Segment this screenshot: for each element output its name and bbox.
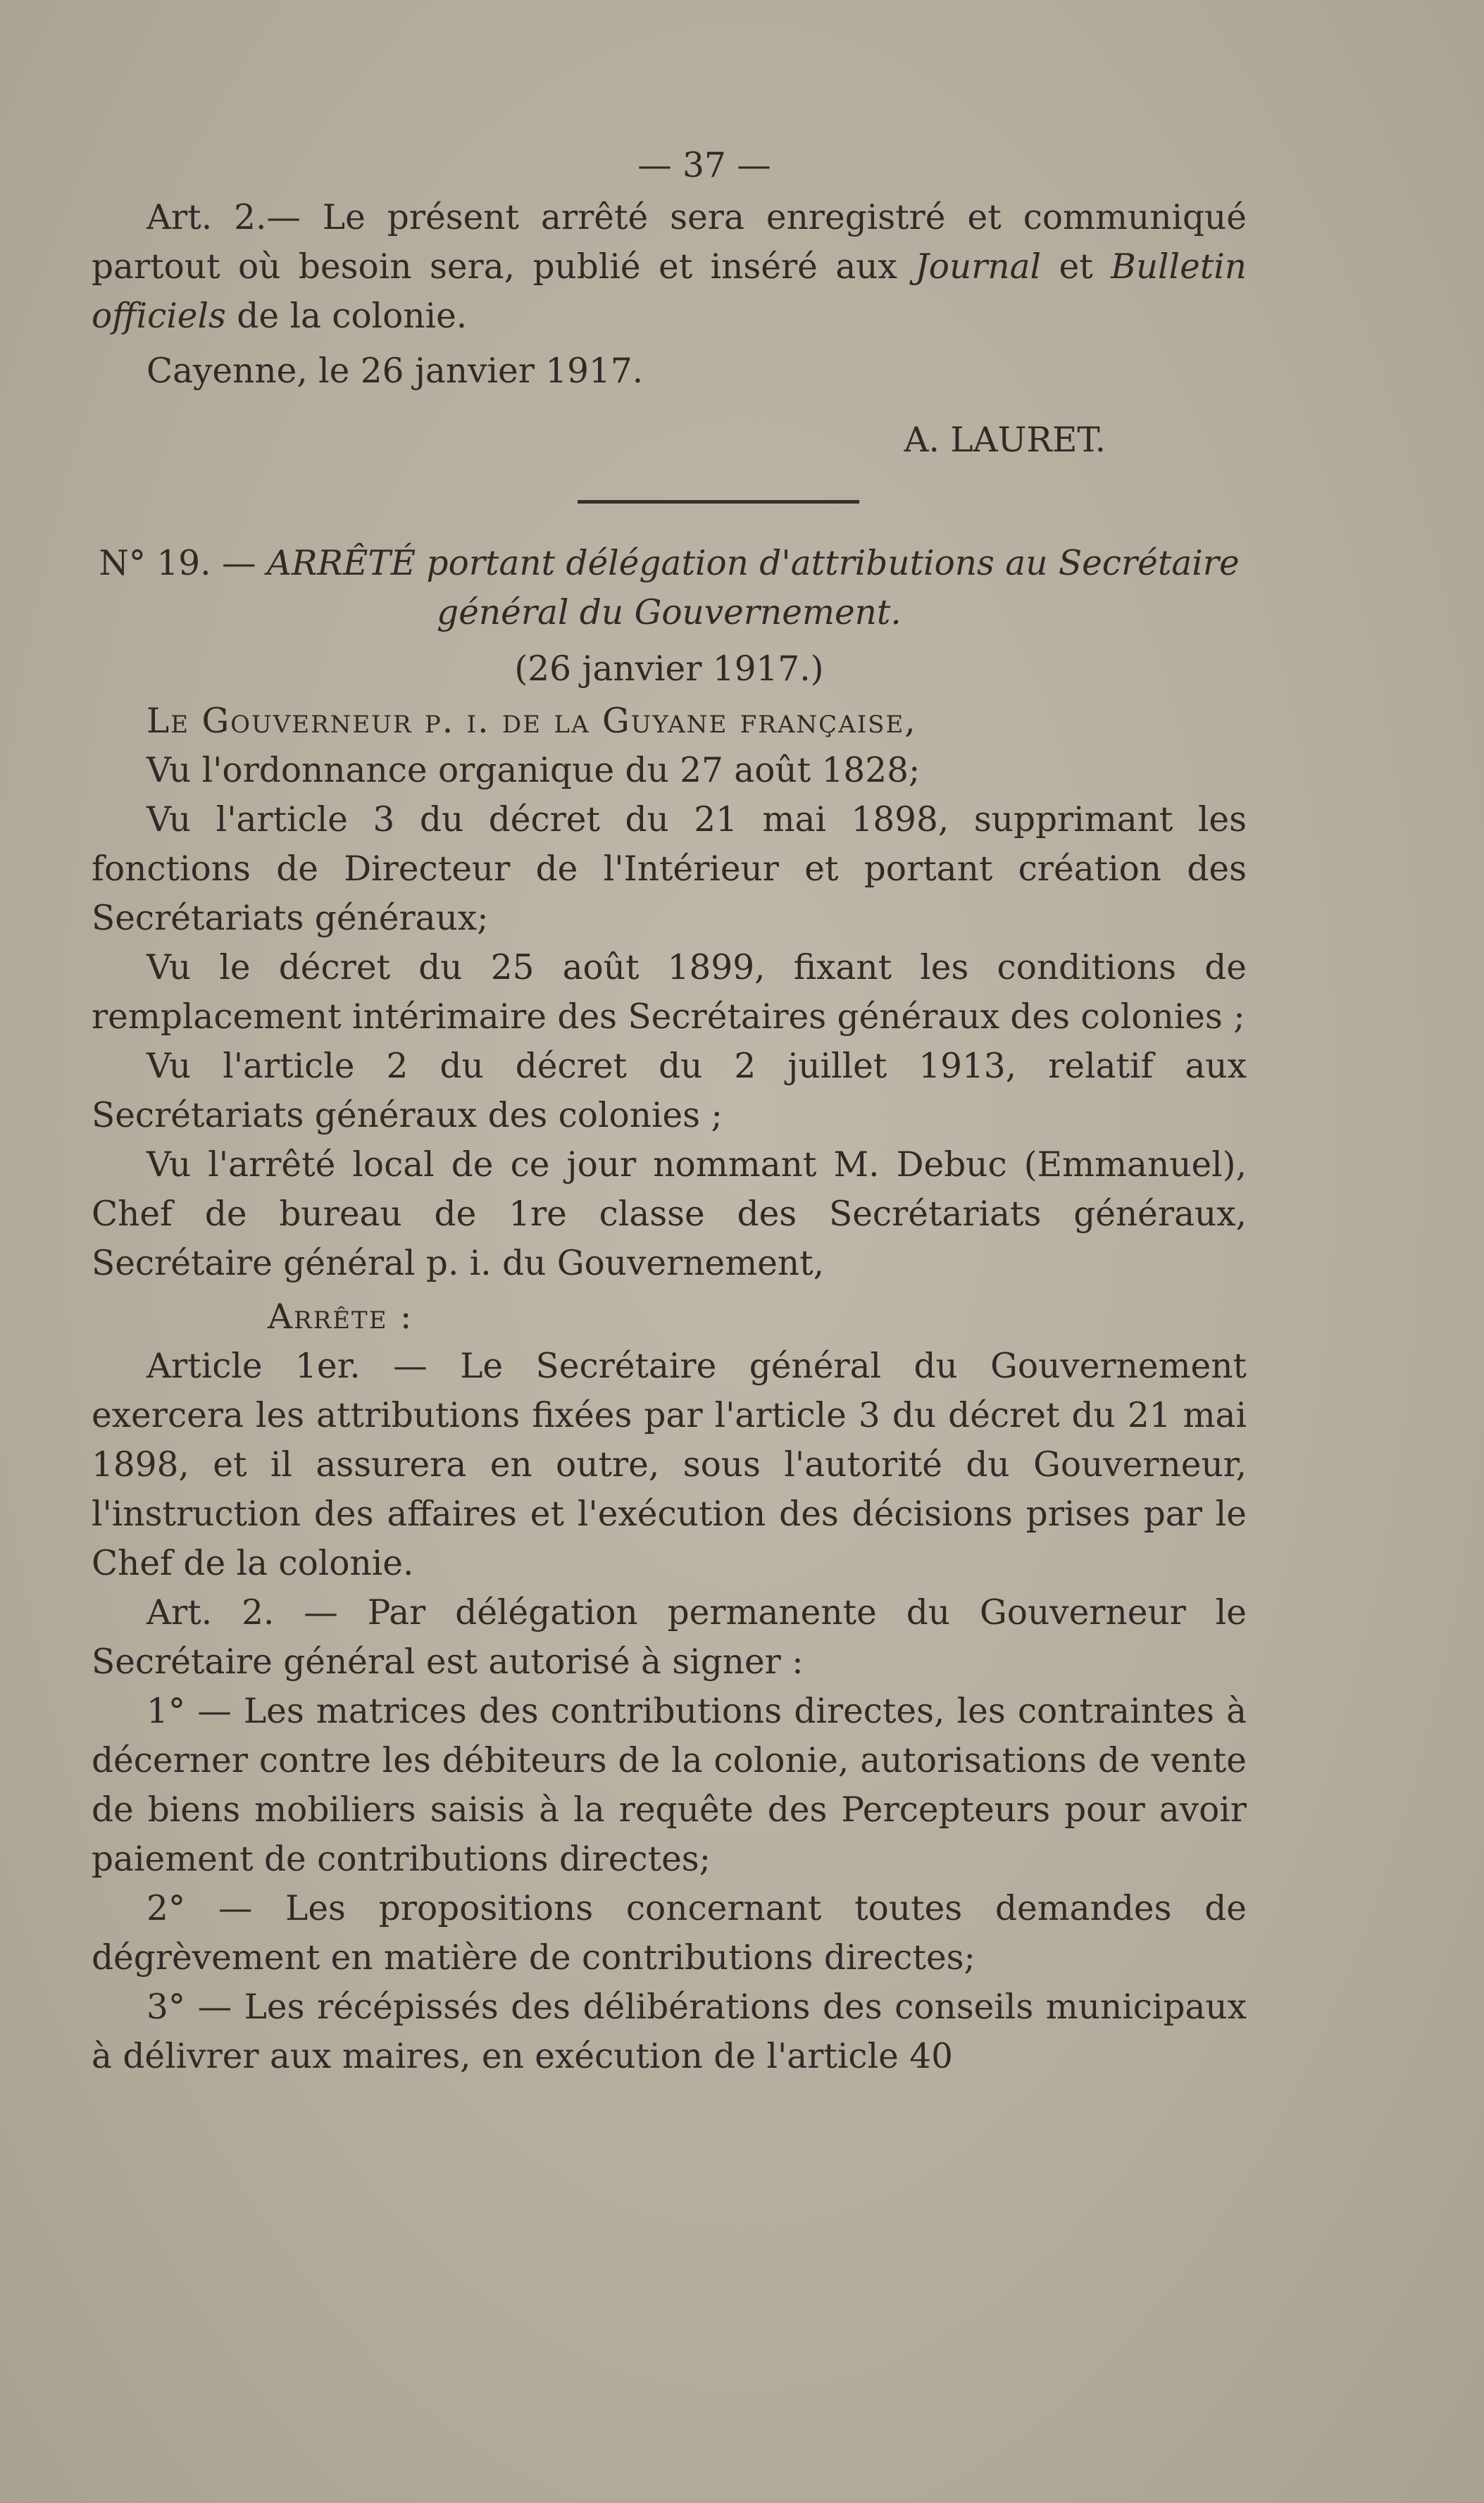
- consideration-3: Vu le décret du 25 août 1899, fixant les conditions de remplacement intérimaire des Secrétaires généraux des colonies ;: [92, 948, 1247, 1037]
- article-1: Article 1er. — Le Secrétaire général du Gouvernement exercera les attributions fixées par l'article 3 du décret du 21 mai 1898, et il assurera en outre, sous l'autorité du Gouverneur, l'instruction des affaires et l'exécution des décisions prises par le Chef de la colonie.: [92, 1347, 1247, 1583]
- article-2: Art. 2. — Par délégation permanente du Gouverneur le Secrétaire général est autorisé à signer :: [92, 1593, 1247, 1682]
- item-1: 1° — Les matrices des contributions directes, les contraintes à décerner contre les débiteurs de la colonie, autorisations de vente de biens mobiliers saisis à la requête des Percepteurs pour avoir paiement de contributions directes;: [92, 1692, 1247, 1879]
- decree-date: (26 janvier 1917.): [514, 649, 824, 689]
- document-body: [92, 141, 1247, 2081]
- separator-rule: [578, 500, 859, 504]
- decree-number: N° 19. —: [99, 544, 267, 583]
- arrete-heading: Arrête :: [268, 1297, 413, 1337]
- consideration-5: Vu l'arrêté local de ce jour nommant M. Debuc (Emmanuel), Chef de bureau de 1re classe des Secrétariats généraux, Secrétaire général p. i. du Gouvernement,: [92, 1145, 1247, 1283]
- governor-line: Le Gouverneur p. i. de la Guyane française,: [146, 701, 917, 741]
- page-number: — 37 —: [637, 146, 771, 185]
- decree-title: ARRÊTÉ portant délégation d'attributions au Secrétaire général du Gouvernement.: [266, 544, 1240, 632]
- previous-article-2: Art. 2.— Le présent arrêté sera enregistré et communiqué partout où besoin sera, publié et inséré aux Journal et Bulletin officiels de la colonie.: [92, 198, 1247, 336]
- place-date: Cayenne, le 26 janvier 1917.: [146, 351, 644, 391]
- consideration-4: Vu l'article 2 du décret du 2 juillet 1913, relatif aux Secrétariats généraux des colonies ;: [92, 1047, 1247, 1135]
- item-2: 2° — Les propositions concernant toutes demandes de dégrèvement en matière de contributions directes;: [92, 1889, 1247, 1978]
- bulletin-words: Bulletin officiels: [92, 247, 1247, 336]
- consideration-1: Vu l'ordonnance organique du 27 août 1828;: [146, 751, 921, 790]
- item-3: 3° — Les récépissés des délibérations des conseils municipaux à délivrer aux maires, en exécution de l'article 40: [92, 1987, 1247, 2076]
- signature: A. LAURET.: [904, 420, 1106, 460]
- consideration-2: Vu l'article 3 du décret du 21 mai 1898, supprimant les fonctions de Directeur de l'Intérieur et portant création des Secrétariats généraux;: [92, 800, 1247, 938]
- journal-word: Journal: [915, 247, 1042, 287]
- decree-heading: [92, 539, 1247, 637]
